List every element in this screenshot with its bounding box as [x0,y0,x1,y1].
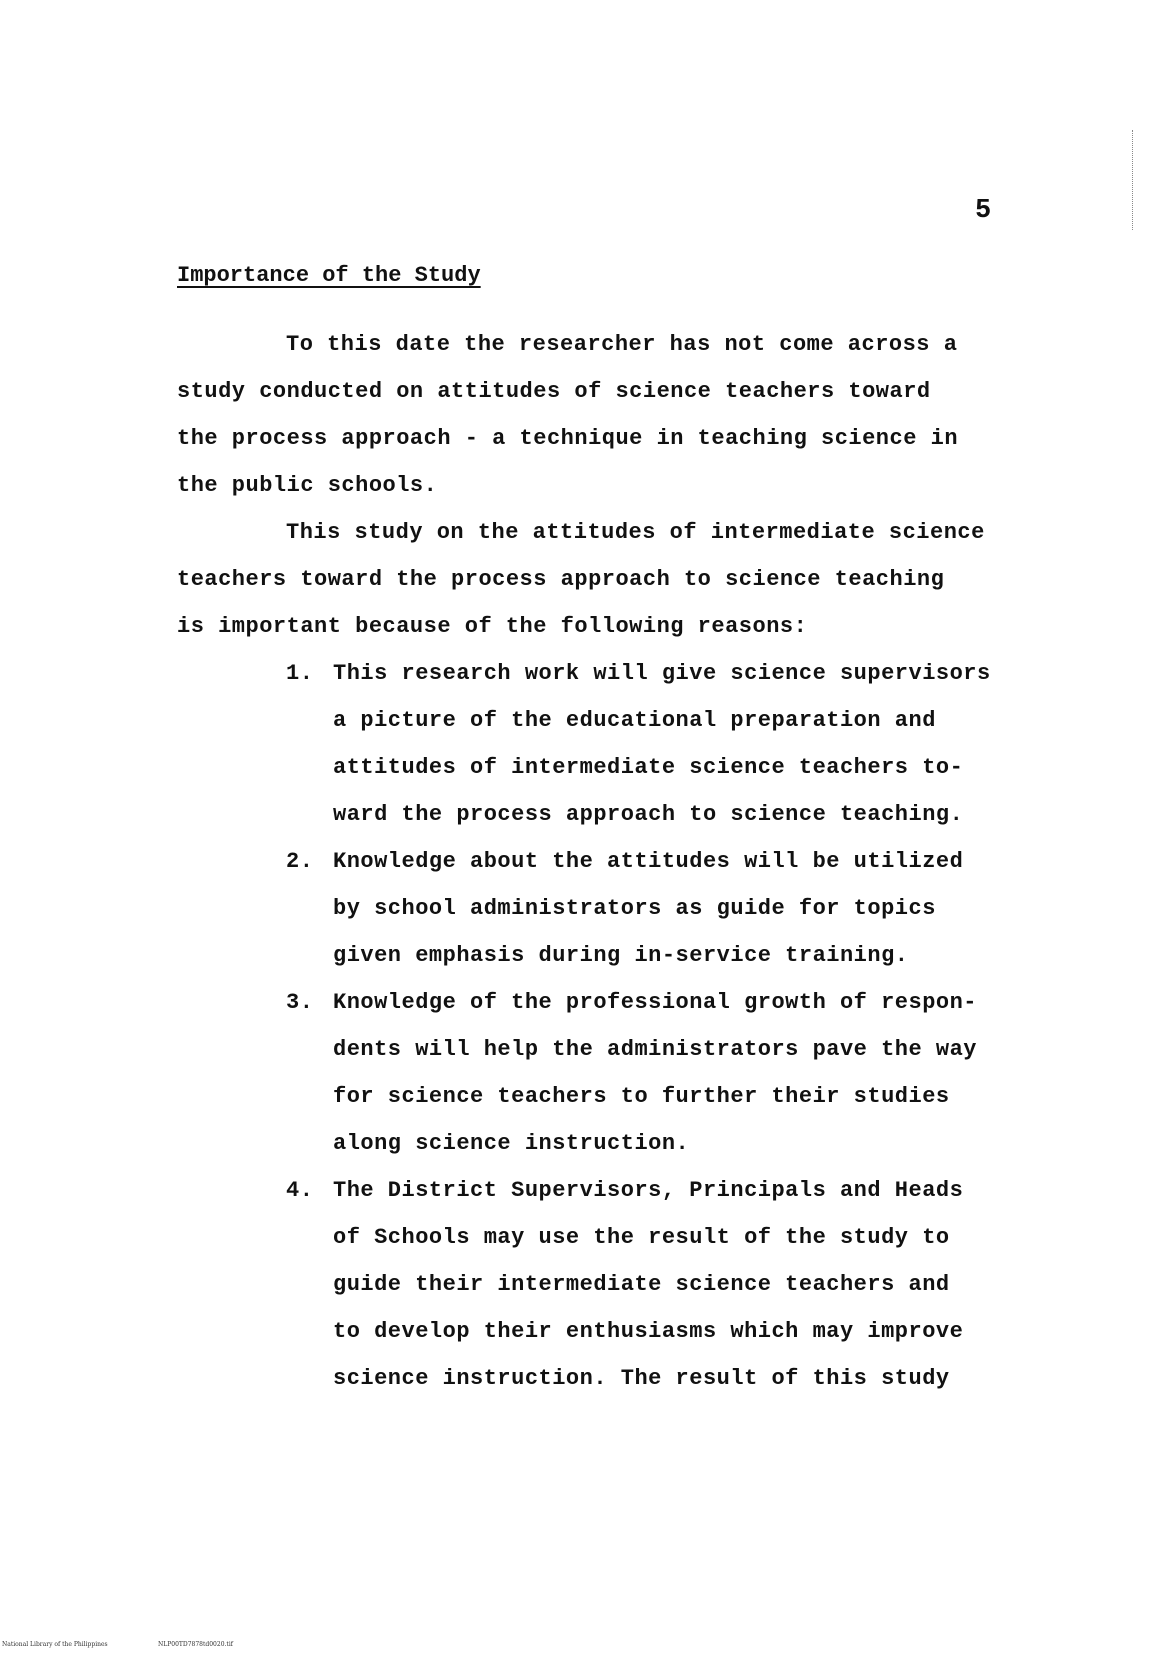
scan-edge-mark [1132,130,1134,230]
list-item-line: given emphasis during in-service training. [333,943,909,968]
list-item-number: 3. [286,990,314,1015]
paragraph-line: the public schools. [177,473,438,498]
list-item-line: science instruction. The result of this study [333,1366,950,1391]
list-item-line: by school administrators as guide for topics [333,896,936,921]
list-item-number: 2. [286,849,314,874]
list-item-line: ward the process approach to science teaching. [333,802,964,827]
list-item-line: to develop their enthusiasms which may improve [333,1319,964,1344]
list-item-line: a picture of the educational preparation and [333,708,936,733]
list-item-line: The District Supervisors, Principals and Heads [333,1178,964,1203]
list-item-line: Knowledge of the professional growth of respon- [333,990,978,1015]
paragraph-line: To this date the researcher has not come across a [286,332,958,357]
footer-library: National Library of the Philippines [2,1641,108,1648]
list-item-line: attitudes of intermediate science teachers to- [333,755,964,780]
list-item-line: Knowledge about the attitudes will be utilized [333,849,964,874]
list-item-line: guide their intermediate science teachers and [333,1272,950,1297]
list-item-line: of Schools may use the result of the study to [333,1225,950,1250]
list-item-line: This research work will give science supervisors [333,661,991,686]
list-item-line: dents will help the administrators pave the way [333,1037,978,1062]
list-item-line: along science instruction. [333,1131,690,1156]
section-heading: Importance of the Study [177,263,481,288]
paragraph-line: is important because of the following reasons: [177,614,808,639]
list-item-line: for science teachers to further their studies [333,1084,950,1109]
paragraph-line: teachers toward the process approach to science teaching [177,567,945,592]
paragraph-line: This study on the attitudes of intermediate science [286,520,985,545]
list-item-number: 4. [286,1178,314,1203]
list-item-number: 1. [286,661,314,686]
paragraph-line: study conducted on attitudes of science teachers toward [177,379,931,404]
paragraph-line: the process approach - a technique in teaching science in [177,426,959,451]
footer-file-id: NLP00TD7878td0020.tif [158,1641,233,1648]
page-number: 5 [975,196,992,226]
